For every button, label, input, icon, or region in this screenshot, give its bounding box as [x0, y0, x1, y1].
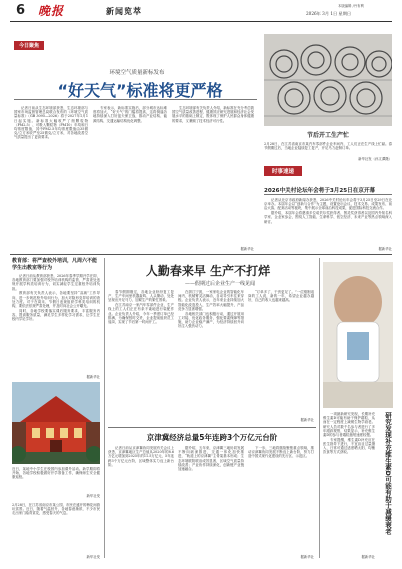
education-signature: 据新华社	[86, 375, 100, 379]
right-bottom-body	[323, 412, 375, 552]
section-divider	[10, 254, 392, 255]
right-photo	[323, 262, 393, 408]
special-rule	[264, 194, 392, 195]
feature-column-2	[178, 290, 244, 422]
economy-column-3	[248, 446, 314, 554]
school-photo-credit: 新华社发	[86, 494, 100, 498]
economy-paragraph: 据介绍，五年来，京津冀三地协同发展不断向纵深推进，交通一体化加快推进，“轨道上的京津冀”主骨架基本形成；生态环境联防联治成效显著，区域空气质量持续改善；产业协作持续深化，创新链产业链加速融合。	[178, 446, 244, 472]
page-number: 6	[16, 3, 26, 18]
editor-credit: 本版编辑 /丹布利	[338, 4, 364, 8]
education-paragraph: 教育部有关负责人表示，各地要坚持“双减”工作导向，进一步规范校外培训行为，加大对隐形变异培训的查处力度。对于在周末、节假日违规组织学科类培训的机构，要依法依规严肃处理，并及时向社会公开曝光。	[12, 291, 100, 308]
header-rule	[10, 21, 392, 22]
education-headline: 教育部：将严查校外培训，凡周六不能学生出教室等行为	[12, 258, 98, 271]
economy-paragraph: 记者日前从京津冀协同发展有关会议上获悉，京津冀地区生产总值从2020年的8.6万亿元增加到2025年的11.5万亿元，5年连跨3个万亿元台阶，区域整体实力迈上新台阶。	[108, 446, 174, 467]
focus-paragraph: 生态环境部有关负责人介绍，新标准在充分考虑我国空气质量改善进程、健康效应研究进展和经济社会发展水平的基础上制定，既体现了保护人民群众身体健康的要求，又兼顾了技术经济可行性。	[172, 106, 254, 123]
main-headline: “好天气”标准将更严格	[57, 81, 223, 100]
education-body	[12, 274, 100, 374]
feature-paragraph: 在江苏南京一家汽车零部件企业，生产线上的工人们正在有条不紊地进行装配作业。企业负责人介绍，今年一季度订单已经排满，为确保按时交货，企业提前组织员工返岗，实现了节后第一时间开工。	[108, 303, 174, 324]
economy-column-1	[108, 446, 174, 560]
focus-column-2	[93, 106, 167, 252]
right-bottom-signature: 据新华社	[361, 555, 375, 559]
left-divider	[104, 258, 105, 558]
photo-caption-title: 节后开工生产忙	[306, 132, 349, 139]
feature-subheadline: ——假期过后企业生产一线见闻	[184, 281, 255, 287]
feature-paragraph: 春节假期刚过，各地企业纷纷复工复产，生产车间里机器轰鸣、人头攒动，处处呈现出开足马力、加紧生产的繁忙景象。	[108, 290, 174, 303]
feature-column-3	[248, 290, 314, 416]
focus-paragraph: 记者日前从生态环境部获悉，生态环境部与国家市场监督管理总局联合发布的《环境空气质量标准》（GB 3095—2026）将于2027年1月1日起实施。新标准大幅收严了细颗粒物（PM2.5）、可吸入颗粒物（PM10）年均和日均浓度限值，其中PM2.5年均浓度限值由35微克/立方米收严至25微克/立方米，对各地改善空气质量提出了更高要求。	[14, 106, 88, 140]
feature-paragraph: 在浙江宁波，一家家电企业的智能化车间内，机械臂灵活舞动，自动导引车往来穿梭。企业负责人表示，近年来企业持续加大智能化改造投入，生产效率大幅提升，产品竞争力显著增强。	[178, 290, 244, 311]
focus-paragraph: 专家表示，新标准实施后，部分城市达标难度将加大，“好天气”的门槛将提高，这将倒逼各地持续深入打好蓝天保卫战，推动产业结构、能源结构、交通运输结构优化调整。	[93, 106, 167, 123]
feature-paragraph: “订单多了，干劲更足了。”一位刚刚返岗的工人说，新的一年，希望企业越办越好，自己的收入也越来越高。	[248, 290, 314, 303]
economy-column-2	[178, 446, 244, 560]
special-paragraph: 据介绍，本届年会将邀请多位诺贝尔奖获得者、图灵奖获得者以及国内外知名科学家、企业家参会，围绕人工智能、生命科学、低空经济、未来产业等热点领域深入研讨。	[264, 211, 392, 224]
special-body	[264, 198, 392, 246]
focus-signature: 据新华社	[240, 247, 254, 251]
right-bottom-paragraph: 专家提醒，维生素D补充应在医生指导下进行，不宜盲目过量摄入，日常可通过适度晒太阳、均衡饮食等方式获取。	[323, 437, 375, 455]
education-paragraph: 记者日前从教育部获悉，2026年春季学期开学在即，各地教育部门要加强对校外培训机构的监管，严肃查处违规开展学科类培训行为，切实减轻学生过重校外培训负担。	[12, 274, 100, 291]
economy-headline: 京津冀经济总量5年连跨3个万亿元台阶	[146, 433, 278, 442]
right-bottom-paragraph: 一项最新研究发现，长期补充维生素D可能有助于保护端粒，从而在一定程度上减缓生物学衰老。研究人员对数千名参与者进行了多年跟踪观察，结果显示，补充维生素D的参与者端粒缩短速度较慢。	[323, 412, 375, 438]
school-photo	[12, 382, 100, 464]
feature-rule	[108, 427, 316, 428]
right-vertical-title: 研究发现补充维生素D可能有助于减缓衰老	[384, 412, 392, 535]
focus-rule	[14, 99, 257, 100]
bottom-caption: 2月28日，在江苏省南京市某公园，市民在盛开的梅花间游玩赏景。近日，随着气温回升，各地春意渐浓，不少市民走出家门踏青赏花，感受春天的气息。	[12, 503, 100, 516]
today-focus-badge: 今日聚焦	[14, 41, 44, 50]
kicker: 环境空气质量新标发布	[109, 70, 165, 76]
feature-headline: 人勤春来早 生产不打烊	[145, 264, 271, 278]
special-paragraph: 记者从北京市政府新闻办获悉，2026中关村论坛年会将于3月25日至29日在北京举办。本届年会以“创新与合作”为主题，设置论坛会议、技术交易、成果发布、前沿大赛、配套活动等板块，集中展示全球前沿科技成果，促进国际科技交流合作。	[264, 198, 392, 211]
feature-column-1	[108, 290, 174, 422]
economy-signature: 据新华社	[300, 555, 314, 559]
issue-date: 2026年 3月 1日 星期日	[306, 11, 352, 16]
page-header	[0, 0, 402, 22]
focus-column-1	[14, 106, 88, 252]
feature-signature: 据新华社	[300, 418, 314, 422]
photo-caption: 2月28日，在江苏省南京市某汽车零部件企业车间内，工人们正在生产线上忙碌。春节假期过后，当地企业陆续复工复产，开足马力赶制订单。	[264, 142, 392, 151]
section-title: 新闻览萃	[106, 7, 142, 16]
focus-column-3	[172, 106, 254, 246]
special-headline: 2026中关村论坛年会将于3月25日在京开幕	[264, 188, 376, 194]
economy-paragraph: 下一步，三地将继续聚焦重点领域，推动京津冀协同发展不断迈上新台阶，努力打造中国式现代化建设的先行区、示范区。	[248, 446, 314, 459]
right-divider	[319, 258, 320, 558]
bottom-caption-credit: 新华社发	[86, 555, 100, 559]
school-photo-caption: 近日，某地中小学生在校园内参加课外活动。新学期即将开始，各地学校积极做好开学准备工作，确保师生安全健康返校。	[12, 467, 100, 480]
special-signature: 据新华社	[378, 247, 392, 251]
photo-credit: 新华社发（孙文潭摄）	[358, 157, 392, 161]
education-paragraph: 同时，各地学校要落实课后服务要求，丰富服务内容，提高服务质量，满足学生多样化学习需求，让学生在校内学足学好。	[12, 308, 100, 322]
special-badge: 时事速递	[264, 166, 302, 176]
feature-paragraph: 各地相关部门也积极行动，通过开展用工对接、优化政务服务、强化要素保障等措施，助力企业稳产满产，为经济持续回升向好注入强劲动力。	[178, 311, 244, 329]
factory-photo	[264, 34, 392, 126]
newspaper-logo: 晚报	[38, 4, 65, 18]
